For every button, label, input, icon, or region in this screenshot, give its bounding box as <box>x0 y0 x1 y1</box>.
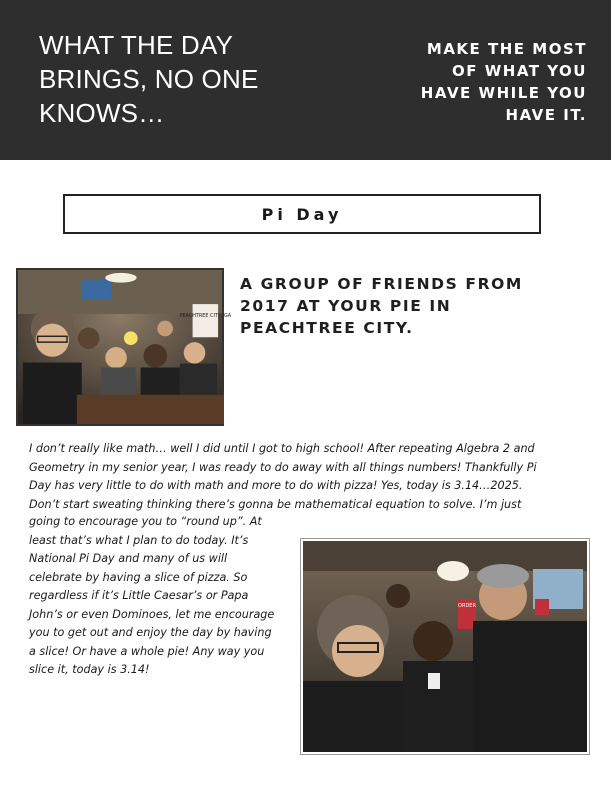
article-title: Pi Day <box>261 205 343 224</box>
header-right-line: HAVE IT. <box>505 106 587 124</box>
header-right-line: HAVE WHILE YOU <box>420 84 587 102</box>
header-right-quote <box>367 38 587 126</box>
selfie-photo <box>300 538 590 755</box>
header-left-line: BRINGS, NO ONE <box>39 64 259 94</box>
body-line: John’s or even Dominoes, let me encourage <box>29 607 275 621</box>
group-photo <box>16 268 232 426</box>
body-line: I don’t really like math… well I did until I got to high school! After repeating Algebra 2 and <box>29 442 535 455</box>
headline-line: PEACHTREE CITY. <box>240 319 414 337</box>
header-left-line: KNOWS… <box>39 98 165 128</box>
article-body-continued <box>29 513 291 680</box>
body-line: Don’t start sweating thinking there’s gonna be mathematical equation to solve. I’m just <box>29 497 522 511</box>
header-left-line: WHAT THE DAY <box>39 30 234 60</box>
body-line: slice it, today is 3.14! <box>29 663 150 676</box>
body-line: National Pi Day and many of us will <box>29 552 228 565</box>
body-line: a slice! Or have a whole pie! Any way you <box>29 644 265 658</box>
body-line: you to get out and enjoy the day by having <box>29 626 272 639</box>
body-line: least that’s what I plan to do today. It’s <box>29 533 249 547</box>
group-photo-image <box>18 270 232 424</box>
body-line: Day has very little to do with math and more to do with pizza! Yes, today is 3.14…2025. <box>29 479 523 492</box>
page-header <box>0 0 611 160</box>
body-line: regardless if it’s Little Caesar’s or Papa <box>29 589 249 602</box>
selfie-photo-image <box>303 541 587 752</box>
body-line: going to encourage you to “round up”. At <box>29 515 262 528</box>
header-left-quote <box>39 28 299 130</box>
article-title-box <box>63 194 541 234</box>
article-body-intro <box>29 440 561 514</box>
header-right-line: OF WHAT YOU <box>452 62 587 80</box>
article-headline <box>240 273 570 339</box>
body-line: celebrate by having a slice of pizza. So <box>29 570 248 584</box>
photo2-sign-text: ORDER <box>458 603 476 609</box>
headline-line: 2017 AT YOUR PIE IN <box>240 297 452 315</box>
body-line: Geometry in my senior year, I was ready to do away with all things numbers! Thankfully Pi <box>29 460 537 474</box>
header-right-line: MAKE THE MOST <box>426 40 587 58</box>
photo1-sign-text: PEACHTREE CITY, GA <box>179 312 232 319</box>
headline-line: A GROUP OF FRIENDS FROM <box>240 275 523 293</box>
